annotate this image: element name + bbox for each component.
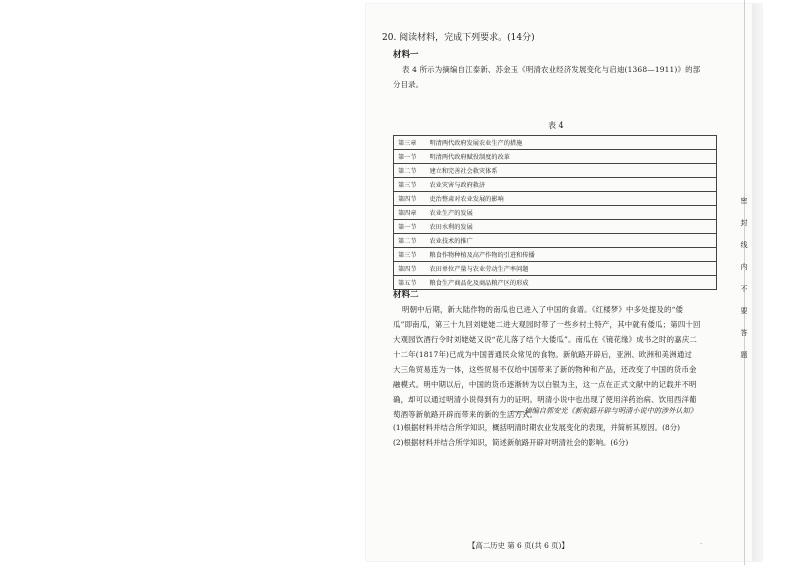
material-2-line: 大三角贸易连为一体，这些贸易不仅给中国带来了新的物种和产品，还改变了中国的货币金 [393,365,697,374]
table-row [394,178,717,192]
row-section: 第一节 [394,220,426,234]
row-section: 第三节 [394,248,426,262]
contents-table [393,135,717,290]
question-header: 20. 阅读材料，完成下列要求。(14分) [382,33,535,43]
material-2-line: 融模式。明中期以后，中国的货币逐渐转为以白银为主，这一点在正式文献中的记载并不明 [393,380,697,389]
table-row [394,262,717,276]
material-2-line: 十二年(1817年)已成为中国普通民众常见的食物。新航路开辟后，亚洲、欧洲和美洲通过 [393,350,693,359]
row-title: 农业技术的推广 [426,234,717,248]
material-2-line: 大观园饮酒行令时刘姥姥又说“花儿落了结个大倭瓜”。南瓜在《镜花缘》成书之时的嘉庆二 [393,335,697,344]
page-footer: 【高二历史 第 6 页(共 6 页)】 [468,541,569,550]
table-row [394,234,717,248]
material-1-intro-line-2: 分目录。 [393,80,424,89]
material-1-label: 材料一 [393,50,419,60]
row-title: 农田单位产量与农业劳动生产率问题 [426,262,717,276]
material-1-intro-line-1: 表 4 所示为摘编自江泰新、苏金玉《明清农业经济发展变化与启迪(1368—1911)》的部 [402,65,701,74]
sub-question-2: (2)根据材料并结合所学知识，简述新航路开辟对明清社会的影响。(6分) [393,438,629,447]
table-row [394,164,717,178]
row-title: 明清两代政府发展农业生产的措施 [426,136,717,150]
row-section: 第三章 [394,136,426,150]
row-section: 第三节 [394,178,426,192]
material-2-line: 确，却可以通过明清小说得到有力的证明。明清小说中也出现了使用洋药治病、饮用西洋葡 [393,395,697,404]
table-row [394,248,717,262]
table-row [394,136,717,150]
sub-question-1: (1)根据材料并结合所学知识，概括明清时期农业发展变化的表现，并简析其原因。(8分) [393,423,681,432]
material-2-label: 材料二 [393,290,419,300]
row-section: 第四节 [394,262,426,276]
material-2-line: 明朝中后期，新大陆作物的南瓜也已进入了中国的食谱。《红楼梦》中多处提及的“倭 [402,305,684,314]
row-title: 农业灾害与政府救济 [426,178,717,192]
binding-char: 密 [740,197,748,205]
row-title: 吏治整肃对农业发展的影响 [426,192,717,206]
row-title: 建立和完善社会救灾体系 [426,164,717,178]
binding-char: 内 [740,263,748,271]
row-title: 明清两代政府赋役制度的改革 [426,150,717,164]
row-section: 第四节 [394,192,426,206]
row-title: 农业生产的发展 [426,206,717,220]
binding-notice [736,190,752,366]
row-section: 第五节 [394,276,426,290]
row-title: 农田水利的发展 [426,220,717,234]
binding-char: 线 [740,241,748,249]
row-section: 第二节 [394,164,426,178]
binding-char: 不 [740,285,748,293]
table-row [394,150,717,164]
footer-mark: · [700,540,703,548]
row-title: 粮食生产商品化及商品粮产区的形成 [426,276,717,290]
table-row [394,192,717,206]
material-2-line: 瓜”即南瓜，第三十九回刘姥姥二进大观园时带了一些乡村土特产，其中就有倭瓜；第四十回 [393,320,701,329]
row-section: 第一节 [394,150,426,164]
binding-char: 要 [740,307,748,315]
table-row [394,220,717,234]
row-title: 粮食作物种植及高产作物的引进和传播 [426,248,717,262]
material-2-line: 萄酒等新航路开辟而带来的新的生活方式。 [393,410,538,419]
paper-edge [752,4,762,561]
table-row [394,206,717,220]
binding-char: 封 [740,219,748,227]
binding-char: 答 [740,329,748,337]
row-section: 第四章 [394,206,426,220]
binding-char: 题 [740,351,748,359]
material-2-source: ——摘编自郭安光《新航路开辟与明清小说中的涉外认知》 [510,406,697,415]
table-row [394,276,717,290]
row-section: 第二节 [394,234,426,248]
table-caption: 表 4 [548,121,564,130]
